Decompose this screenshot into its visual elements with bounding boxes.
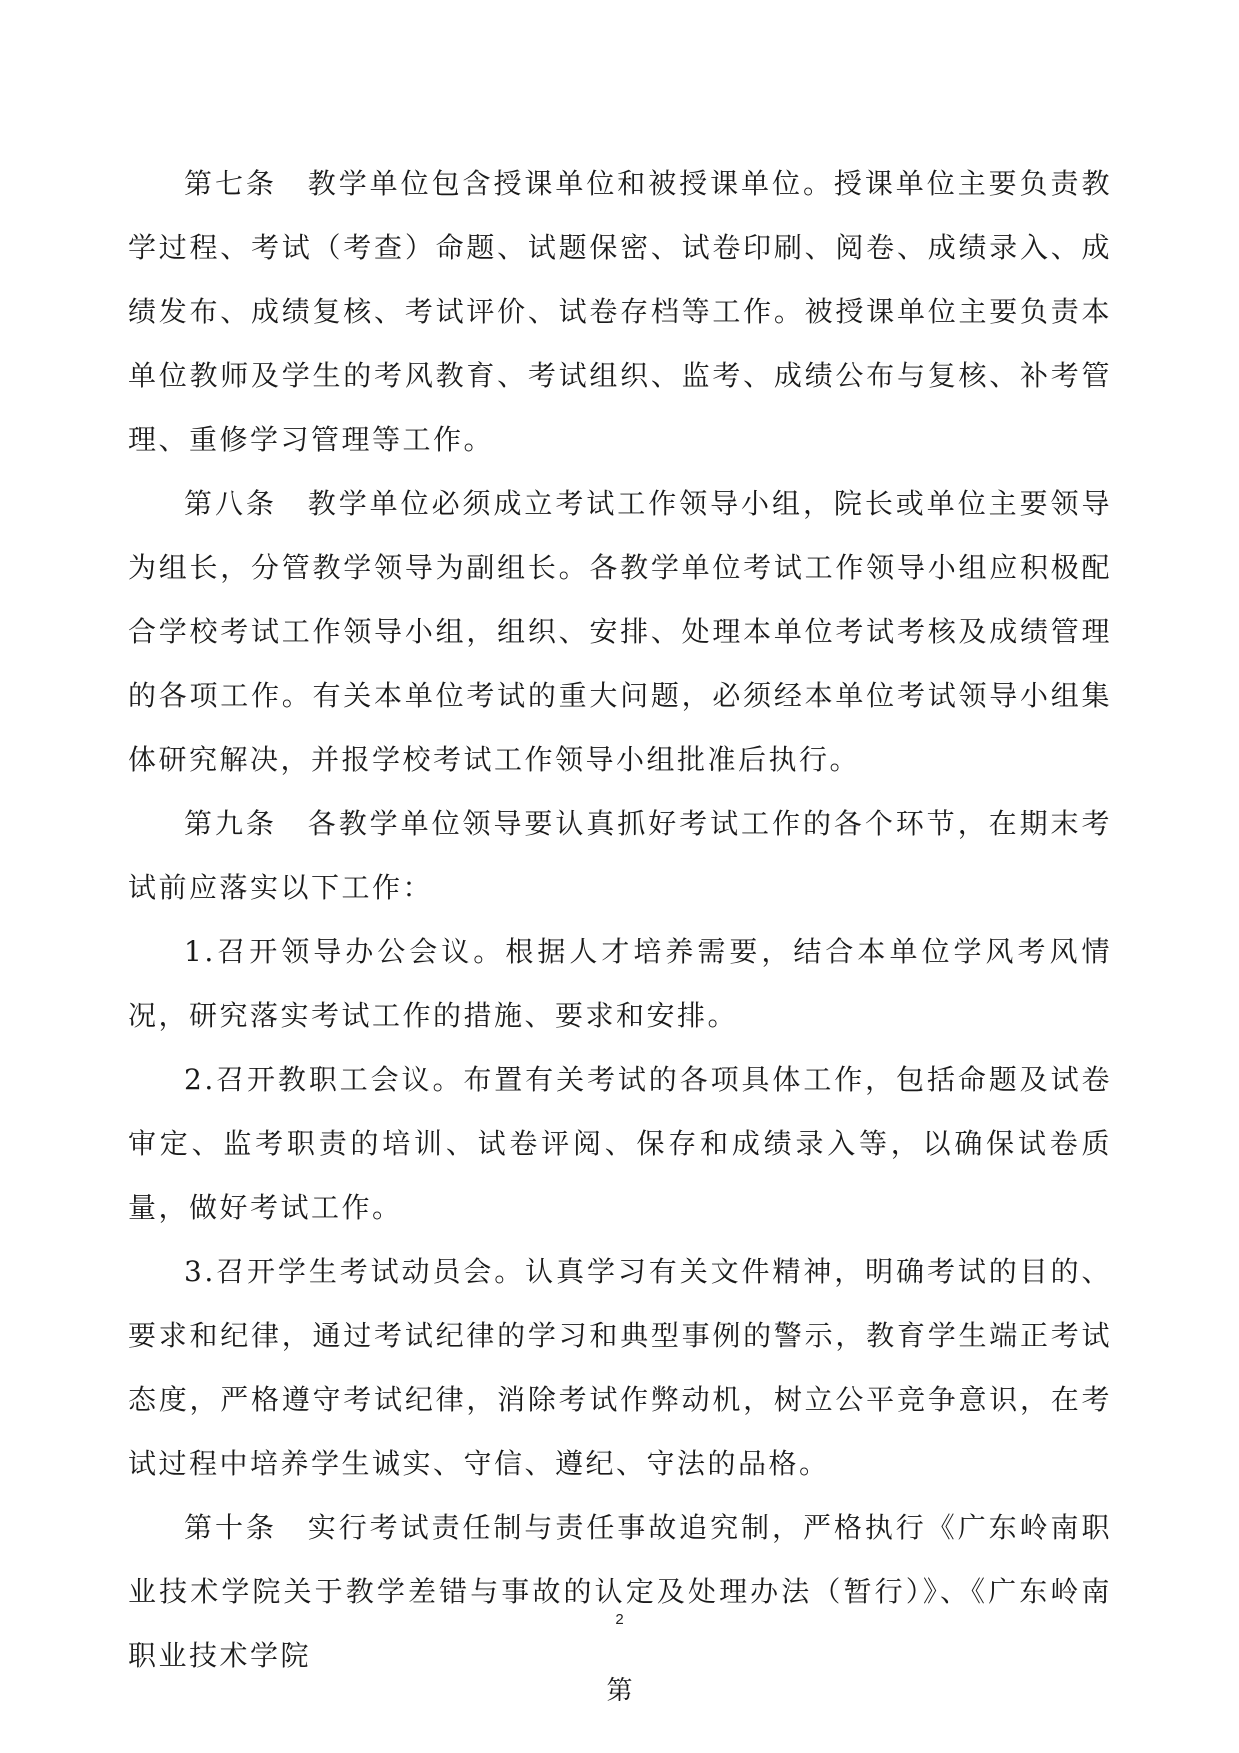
article-9-item-2: 2.召开教职工会议。布置有关考试的各项具体工作，包括命题及试卷审定、监考职责的培训、试卷评阅、保存和成绩录入等，以确保试卷质量，做好考试工作。: [128, 1063, 1112, 1224]
article-9-item-3: 3.召开学生考试动员会。认真学习有关文件精神，明确考试的目的、要求和纪律，通过考试纪律的学习和典型事例的警示，教育学生端正考试态度，严格遵守考试纪律，消除考试作弊动机，树立公平竞争意识，在考试过程中培养学生诚实、守信、遵纪、守法的品格。: [128, 1255, 1112, 1480]
page-number: 2: [615, 1611, 624, 1628]
article-9-paragraph: 第九条 各教学单位领导要认真抓好考试工作的各个环节，在期末考试前应落实以下工作：: [128, 807, 1112, 904]
article-9-item-1: 1.召开领导办公会议。根据人才培养需要，结合本单位学风考风情况，研究落实考试工作的措施、要求和安排。: [128, 935, 1112, 1032]
article-7-paragraph: 第七条 教学单位包含授课单位和被授课单位。授课单位主要负责教学过程、考试（考查）命题、试题保密、试卷印刷、阅卷、成绩录入、成绩发布、成绩复核、考试评价、试卷存档等工作。被授课单位主要负责本单位教师及学生的考风教育、考试组织、监考、成绩公布与复核、补考管理、重修学习管理等工作。: [128, 167, 1112, 456]
article-8-paragraph: 第八条 教学单位必须成立考试工作领导小组，院长或单位主要领导为组长，分管教学领导为副组长。各教学单位考试工作领导小组应积极配合学校考试工作领导小组，组织、安排、处理本单位考试考核及成绩管理的各项工作。有关本单位考试的重大问题，必须经本单位考试领导小组集体研究解决，并报学校考试工作领导小组批准后执行。: [128, 487, 1112, 776]
article-10-paragraph: 第十条 实行考试责任制与责任事故追究制，严格执行《广东岭南职业技术学院关于教学差错与事故的认定及处理办法（暂行）》、《广东岭南职业技术学院: [128, 1511, 1112, 1672]
document-body: [128, 152, 1112, 1688]
footer-text: 第: [606, 1676, 633, 1706]
